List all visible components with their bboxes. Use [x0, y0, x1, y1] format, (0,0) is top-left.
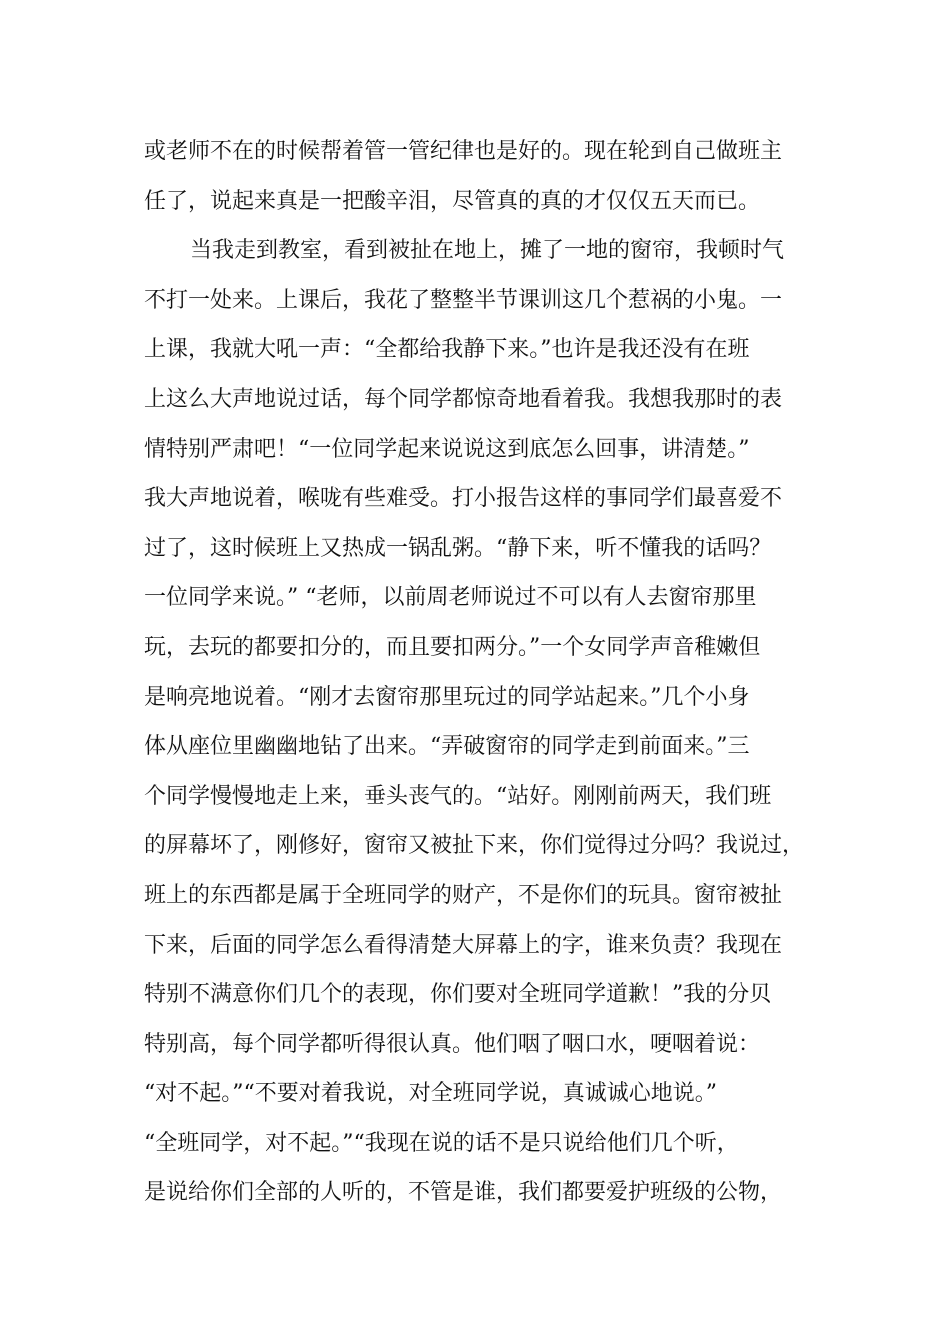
text-line: 过了，这时候班上又热成一锅乱粥。“静下来，听不懂我的话吗？	[144, 535, 772, 561]
text-line: 特别高，每个同学都听得很认真。他们咽了咽口水，哽咽着说：	[144, 1031, 761, 1057]
text-line: 个同学慢慢地走上来，垂头丧气的。“站好。刚刚前两天，我们班	[144, 783, 772, 809]
text-line: 任了，说起来真是一把酸辛泪，尽管真的真的才仅仅五天而已。	[144, 188, 761, 214]
text-line: 特别不满意你们几个的表现，你们要对全班同学道歉！”我的分贝	[144, 982, 772, 1008]
text-line: 或老师不在的时候帮着管一管纪律也是好的。现在轮到自己做班主	[144, 139, 783, 164]
text-line: “对不起。”“不要对着我说，对全班同学说，真诚诚心地说。”	[144, 1081, 717, 1107]
text-line: 玩，去玩的都要扣分的，而且要扣两分。”一个女同学声音稚嫩但	[144, 634, 761, 660]
text-line: 的屏幕坏了，刚修好，窗帘又被扯下来，你们觉得过分吗？我说过，	[144, 833, 805, 859]
text-line: 情特别严肃吧！“一位同学起来说说这到底怎么回事，讲清楚。”	[144, 436, 750, 462]
body-text	[144, 132, 844, 1223]
text-line: 一位同学来说。” “老师，以前周老师说过不可以有人去窗帘那里	[144, 585, 757, 611]
text-line: 是响亮地说着。“刚才去窗帘那里玩过的同学站起来。”几个小身	[144, 684, 750, 710]
text-line: 下来，后面的同学怎么看得清楚大屏幕上的字，谁来负责？我现在	[144, 932, 783, 958]
text-line: 上课，我就大吼一声：“全都给我静下来。”也许是我还没有在班	[144, 337, 750, 363]
text-line: 是说给你们全部的人听的，不管是谁，我们都要爱护班级的公物，	[144, 1180, 783, 1206]
text-line: 班上的东西都是属于全班同学的财产，不是你们的玩具。窗帘被扯	[144, 882, 783, 908]
text-line: 不打一处来。上课后，我花了整整半节课训这几个惹祸的小鬼。一	[144, 287, 783, 313]
text-line: 体从座位里幽幽地钻了出来。“弄破窗帘的同学走到前面来。”三	[144, 734, 750, 760]
text-line: 我大声地说着，喉咙有些难受。打小报告这样的事同学们最喜爱不	[144, 486, 783, 512]
text-line: 当我走到教室，看到被扯在地上，摊了一地的窗帘，我顿时气	[190, 238, 785, 264]
text-line: 上这么大声地说过话，每个同学都惊奇地看着我。我想我那时的表	[144, 386, 783, 412]
text-line: “全班同学，对不起。”“我现在说的话不是只说给他们几个听，	[144, 1130, 739, 1156]
